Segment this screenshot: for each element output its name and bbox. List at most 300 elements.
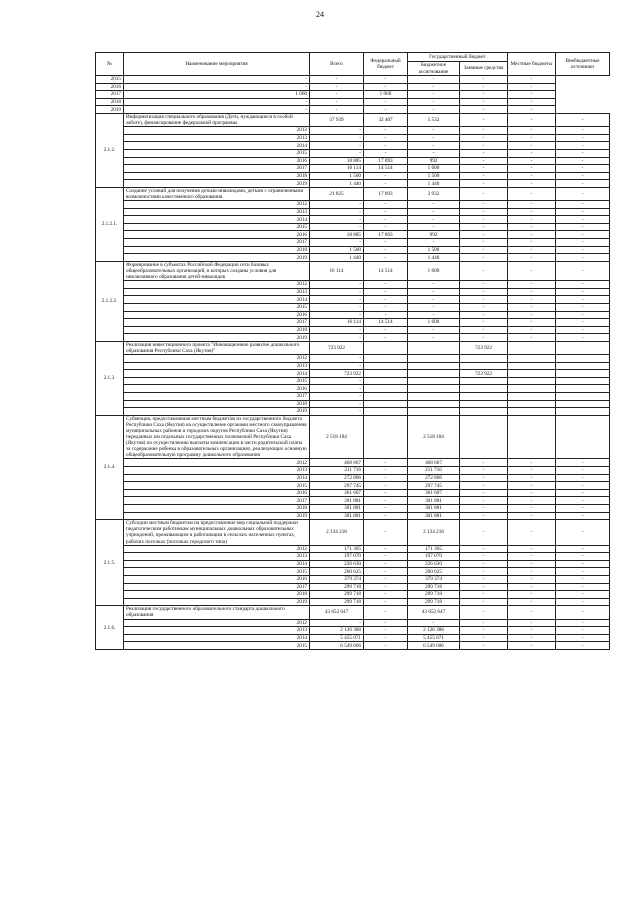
year-row <box>96 575 610 583</box>
cell-federal: - <box>364 606 408 619</box>
cell-state-allocation: - <box>408 334 460 342</box>
activity-number: 2.1.4. <box>96 415 124 519</box>
cell-local: - <box>508 489 556 497</box>
cell-state-borrowed <box>460 400 508 408</box>
cell-year: 2013 <box>124 553 310 561</box>
cell-state-allocation: - <box>408 311 460 319</box>
cell-federal <box>364 400 408 408</box>
cell-total: 211 716 <box>310 467 364 475</box>
cell-state-borrowed: - <box>408 83 460 91</box>
cell-year: 2012 <box>124 545 310 553</box>
cell-offbudget: - <box>556 127 610 135</box>
cell-local: - <box>508 497 556 505</box>
cell-local: - <box>508 583 556 591</box>
cell-federal: 14 514 <box>364 319 408 327</box>
cell-state-allocation: 992 <box>408 157 460 165</box>
cell-state-allocation: - <box>408 142 460 150</box>
cell-year: 2019 <box>124 512 310 520</box>
cell-state-allocation: 1 600 <box>408 319 460 327</box>
cell-federal: - <box>364 459 408 467</box>
cell-federal: - <box>364 149 408 157</box>
cell-total: 468 667 <box>310 459 364 467</box>
cell-federal: - <box>364 288 408 296</box>
cell-state-borrowed: - <box>460 482 508 490</box>
cell-offbudget: - <box>556 216 610 224</box>
cell-state-allocation: 2 518 184 <box>408 415 460 459</box>
cell-offbudget: - <box>556 606 610 619</box>
cell-offbudget: - <box>556 296 610 304</box>
activity-row <box>96 341 610 354</box>
cell-federal: - <box>364 127 408 135</box>
cell-year: 2013 <box>124 288 310 296</box>
cell-local: - <box>508 208 556 216</box>
cell-state-borrowed: - <box>460 311 508 319</box>
cell-federal: - <box>310 83 364 91</box>
cell-total: 21 825 <box>310 187 364 200</box>
cell-local: - <box>508 134 556 142</box>
year-row <box>96 634 610 642</box>
cell-federal: - <box>364 627 408 635</box>
cell-state-allocation <box>408 393 460 401</box>
cell-state-borrowed: - <box>460 303 508 311</box>
cell-offbudget: - <box>556 482 610 490</box>
activity-number: 2.1.2.1. <box>96 187 124 261</box>
cell-federal: - <box>364 583 408 591</box>
cell-state-allocation <box>408 377 460 385</box>
cell-offbudget: - <box>556 489 610 497</box>
activity-description: Реализация инвестиционного проекта "Инновационное развитие дошкольного образования Республики Саха (Якутия)" <box>124 341 310 354</box>
cell-local: - <box>508 326 556 334</box>
header-offbudget-sources: Внебюджетные источники <box>556 53 610 76</box>
year-row <box>96 583 610 591</box>
cell-state-borrowed: - <box>460 216 508 224</box>
cell-local: - <box>508 467 556 475</box>
cell-total: 361 607 <box>310 489 364 497</box>
year-row <box>96 560 610 568</box>
cell-state-borrowed <box>460 362 508 370</box>
cell-federal <box>364 415 408 459</box>
cell-state-borrowed: - <box>460 334 508 342</box>
cell-local: - <box>508 239 556 247</box>
cell-total: - <box>310 400 364 408</box>
cell-state-allocation: 2 134 218 <box>408 520 460 545</box>
year-row <box>96 489 610 497</box>
cell-local: - <box>508 261 556 280</box>
cell-offbudget: - <box>556 497 610 505</box>
cell-total: - <box>310 134 364 142</box>
cell-state-allocation: 5 455 071 <box>408 634 460 642</box>
cell-state-allocation: - <box>364 83 408 91</box>
cell-local: - <box>508 598 556 606</box>
cell-year: 2019 <box>124 180 310 188</box>
cell-total: 16 114 <box>310 165 364 173</box>
cell-federal <box>364 408 408 416</box>
year-row <box>96 553 610 561</box>
year-row <box>96 180 610 188</box>
cell-offbudget: - <box>556 281 610 289</box>
cell-state-borrowed: - <box>460 239 508 247</box>
cell-state-allocation: - <box>408 296 460 304</box>
cell-year: 2014 <box>124 474 310 482</box>
cell-federal: - <box>364 467 408 475</box>
cell-offbudget: - <box>556 505 610 513</box>
year-row <box>96 370 610 378</box>
cell-local: - <box>460 106 508 114</box>
year-row <box>96 142 610 150</box>
cell-state-borrowed: - <box>460 223 508 231</box>
cell-federal: - <box>310 76 364 84</box>
year-row <box>96 598 610 606</box>
cell-federal: - <box>364 223 408 231</box>
cell-state-borrowed: - <box>460 560 508 568</box>
cell-state-allocation: - <box>408 201 460 209</box>
cell-local <box>508 408 556 416</box>
cell-total: 1 440 <box>310 254 364 262</box>
cell-federal: - <box>364 303 408 311</box>
year-row <box>96 296 610 304</box>
year-row <box>96 545 610 553</box>
cell-local: - <box>508 142 556 150</box>
cell-total: - <box>310 362 364 370</box>
year-row <box>96 627 610 635</box>
cell-state-allocation: 43 652 647 <box>408 606 460 619</box>
cell-state-borrowed: - <box>460 187 508 200</box>
cell-state-borrowed <box>460 415 508 459</box>
cell-state-allocation: 211 716 <box>408 467 460 475</box>
cell-state-allocation: 171 365 <box>408 545 460 553</box>
activity-row <box>96 261 610 280</box>
cell-state-borrowed: - <box>460 553 508 561</box>
cell-total: - <box>310 288 364 296</box>
cell-total: - <box>124 98 310 106</box>
cell-offbudget: - <box>556 134 610 142</box>
cell-total: 272 806 <box>310 474 364 482</box>
cell-total: - <box>310 201 364 209</box>
cell-local: - <box>508 512 556 520</box>
cell-offbudget: - <box>556 642 610 650</box>
cell-state-allocation: - <box>364 98 408 106</box>
cell-local: - <box>460 76 508 84</box>
cell-federal: - <box>364 598 408 606</box>
cell-offbudget: - <box>556 560 610 568</box>
cell-federal: - <box>364 560 408 568</box>
cell-local <box>508 362 556 370</box>
year-row <box>96 568 610 576</box>
cell-federal: 17 893 <box>364 157 408 165</box>
cell-offbudget: - <box>508 76 556 84</box>
year-row <box>96 231 610 239</box>
cell-state-allocation <box>408 370 460 378</box>
cell-federal: - <box>364 482 408 490</box>
cell-state-borrowed: - <box>460 459 508 467</box>
year-row <box>96 172 610 180</box>
cell-state-borrowed: - <box>460 627 508 635</box>
cell-state-allocation <box>408 400 460 408</box>
cell-local: - <box>508 216 556 224</box>
activity-description: Реализация государственного образовательного стандарта дошкольного образования <box>124 606 310 619</box>
cell-year: 2014 <box>124 216 310 224</box>
cell-total: 16 114 <box>310 261 364 280</box>
cell-state-allocation: 1 060 <box>364 91 408 99</box>
cell-year: 2019 <box>124 334 310 342</box>
year-row <box>96 619 610 627</box>
cell-state-allocation: - <box>408 208 460 216</box>
cell-state-allocation: 301 881 <box>408 512 460 520</box>
cell-state-borrowed: - <box>460 127 508 135</box>
cell-total: 197 070 <box>310 553 364 561</box>
cell-state-borrowed: - <box>460 505 508 513</box>
cell-total: 2 126 388 <box>310 627 364 635</box>
cell-state-borrowed: - <box>460 180 508 188</box>
header-total: Всего <box>310 53 364 76</box>
cell-federal: - <box>364 142 408 150</box>
activity-row <box>96 520 610 545</box>
cell-year: 2019 <box>124 408 310 416</box>
cell-year: 2016 <box>124 157 310 165</box>
cell-year: 2012 <box>124 281 310 289</box>
cell-local: - <box>508 505 556 513</box>
cell-offbudget: - <box>508 106 556 114</box>
cell-year: 2017 <box>124 497 310 505</box>
year-row <box>96 334 610 342</box>
cell-year: 2019 <box>124 598 310 606</box>
cell-state-allocation: 2 126 388 <box>408 627 460 635</box>
cell-local: - <box>508 172 556 180</box>
cell-total: - <box>310 355 364 363</box>
cell-state-borrowed: - <box>460 606 508 619</box>
cell-offbudget: - <box>556 334 610 342</box>
cell-state-allocation: - <box>408 223 460 231</box>
cell-federal: - <box>364 489 408 497</box>
cell-offbudget: - <box>556 113 610 126</box>
cell-year: 2016 <box>124 489 310 497</box>
cell-federal: - <box>364 296 408 304</box>
cell-offbudget <box>556 408 610 416</box>
header-state-allocation: Бюджетное ассигнование <box>408 62 460 76</box>
cell-total: - <box>310 216 364 224</box>
header-local-budgets: Местные бюджеты <box>508 53 556 76</box>
cell-state-borrowed: - <box>408 106 460 114</box>
header-state-budget: Государственный бюджет <box>408 53 508 62</box>
cell-federal: 32 407 <box>364 113 408 126</box>
cell-local: - <box>460 83 508 91</box>
cell-offbudget: - <box>556 591 610 599</box>
cell-state-allocation: 1 500 <box>408 246 460 254</box>
cell-state-allocation: 379 374 <box>408 575 460 583</box>
cell-local: - <box>508 311 556 319</box>
cell-local: - <box>508 606 556 619</box>
cell-federal: 17 893 <box>364 231 408 239</box>
cell-year: 2016 <box>124 311 310 319</box>
cell-offbudget: - <box>556 303 610 311</box>
cell-federal: 14 514 <box>364 165 408 173</box>
cell-state-allocation: 299 718 <box>408 598 460 606</box>
year-row <box>96 642 610 650</box>
activity-row <box>96 187 610 200</box>
cell-offbudget: - <box>556 172 610 180</box>
table-body <box>96 76 610 650</box>
year-row <box>96 385 610 393</box>
cell-federal <box>364 377 408 385</box>
cell-total: - <box>310 334 364 342</box>
cell-local: - <box>460 98 508 106</box>
cell-state-allocation: 297 745 <box>408 482 460 490</box>
cell-federal: - <box>364 634 408 642</box>
page-number: 24 <box>316 10 324 19</box>
cell-state-allocation: 301 881 <box>408 497 460 505</box>
cell-year: 2015 <box>124 149 310 157</box>
cell-total: 5 455 071 <box>310 634 364 642</box>
cell-state-borrowed: - <box>460 254 508 262</box>
header-activity-name: Наименование мероприятия <box>124 53 310 76</box>
cell-federal: - <box>364 474 408 482</box>
year-row <box>96 408 610 416</box>
cell-year: 2012 <box>124 619 310 627</box>
cell-offbudget: - <box>556 459 610 467</box>
cell-local: - <box>508 474 556 482</box>
cell-state-borrowed: 723 922 <box>460 341 508 354</box>
cell-total: - <box>310 408 364 416</box>
cell-local: - <box>508 281 556 289</box>
cell-total: - <box>310 311 364 319</box>
cell-state-allocation: - <box>408 127 460 135</box>
cell-offbudget: - <box>556 568 610 576</box>
cell-offbudget <box>556 377 610 385</box>
year-row <box>96 149 610 157</box>
cell-total: 379 374 <box>310 575 364 583</box>
cell-federal <box>364 385 408 393</box>
cell-total: - <box>310 149 364 157</box>
year-row <box>96 303 610 311</box>
cell-year: 2015 <box>124 482 310 490</box>
cell-state-allocation: 272 806 <box>408 474 460 482</box>
cell-federal: - <box>364 545 408 553</box>
cell-local: - <box>508 319 556 327</box>
cell-year: 2013 <box>124 467 310 475</box>
cell-local: - <box>508 627 556 635</box>
year-row <box>96 216 610 224</box>
cell-offbudget: - <box>556 326 610 334</box>
cell-federal: - <box>364 216 408 224</box>
cell-year: 2016 <box>96 83 124 91</box>
cell-offbudget <box>556 385 610 393</box>
cell-state-borrowed: - <box>460 545 508 553</box>
activity-number: 2.1.6. <box>96 606 124 650</box>
cell-year: 2018 <box>124 246 310 254</box>
cell-state-allocation: 299 718 <box>408 583 460 591</box>
year-row <box>96 165 610 173</box>
cell-state-borrowed: - <box>460 497 508 505</box>
cell-year: 2019 <box>124 254 310 262</box>
year-row <box>96 591 610 599</box>
cell-year: 2017 <box>124 319 310 327</box>
year-row <box>96 393 610 401</box>
cell-state-borrowed: - <box>408 91 460 99</box>
cell-federal: 14 514 <box>364 261 408 280</box>
cell-offbudget: - <box>556 512 610 520</box>
cell-state-allocation: 992 <box>408 231 460 239</box>
cell-year: 2017 <box>124 393 310 401</box>
cell-federal: - <box>364 334 408 342</box>
cell-state-allocation: 1 500 <box>408 172 460 180</box>
cell-total: 18 885 <box>310 157 364 165</box>
cell-federal: - <box>364 201 408 209</box>
cell-total: - <box>310 377 364 385</box>
activity-description: Создание условий для получения детьми-инвалидами, детьми с ограниченными возможностями качественного образования <box>124 187 310 200</box>
cell-local: - <box>508 127 556 135</box>
cell-federal: - <box>364 619 408 627</box>
cell-year: 2012 <box>124 355 310 363</box>
cell-total: - <box>310 142 364 150</box>
cell-state-allocation: 260 625 <box>408 568 460 576</box>
cell-year: 2014 <box>124 296 310 304</box>
cell-federal: - <box>364 520 408 545</box>
cell-year: 2012 <box>124 459 310 467</box>
cell-total: - <box>310 326 364 334</box>
activity-number: 2.1.3. <box>96 341 124 415</box>
cell-year: 2017 <box>124 165 310 173</box>
cell-total: 1 060 <box>124 91 310 99</box>
cell-year: 2018 <box>124 591 310 599</box>
cell-total: 171 365 <box>310 545 364 553</box>
cell-offbudget: - <box>556 319 610 327</box>
header-state-borrowed: Заемные средства <box>460 62 508 76</box>
cell-year: 2013 <box>124 208 310 216</box>
cell-offbudget: - <box>556 246 610 254</box>
cell-offbudget: - <box>556 619 610 627</box>
cell-state-allocation: 361 607 <box>408 489 460 497</box>
activity-description: Формирование в субъектах Российской Федерации сети базовых общеобразовательных организаций, в которых созданы условия для инклюзивного образования детей-инвалидов <box>124 261 310 280</box>
cell-federal: - <box>364 575 408 583</box>
activity-row <box>96 113 610 126</box>
cell-federal: - <box>310 91 364 99</box>
cell-federal: - <box>364 505 408 513</box>
year-row <box>96 208 610 216</box>
cell-year: 2014 <box>124 560 310 568</box>
cell-local <box>508 355 556 363</box>
cell-year: 2014 <box>124 370 310 378</box>
cell-local: - <box>508 157 556 165</box>
cell-state-borrowed: 723 922 <box>460 370 508 378</box>
cell-total: 2 518 184 <box>310 415 364 459</box>
cell-local: - <box>508 149 556 157</box>
cell-state-allocation: - <box>364 106 408 114</box>
cell-state-borrowed: - <box>460 246 508 254</box>
cell-local: - <box>508 482 556 490</box>
year-row <box>96 106 610 114</box>
year-row <box>96 76 610 84</box>
year-row <box>96 377 610 385</box>
cell-state-borrowed: - <box>460 172 508 180</box>
cell-total: - <box>310 281 364 289</box>
cell-local: - <box>508 459 556 467</box>
cell-state-borrowed <box>460 385 508 393</box>
cell-federal: - <box>364 246 408 254</box>
cell-state-borrowed <box>460 393 508 401</box>
cell-state-borrowed: - <box>460 281 508 289</box>
cell-year: 2015 <box>124 223 310 231</box>
cell-local: - <box>508 113 556 126</box>
cell-state-borrowed: - <box>460 583 508 591</box>
budget-table <box>95 52 610 650</box>
cell-total: - <box>124 76 310 84</box>
cell-state-allocation: 6 549 606 <box>408 642 460 650</box>
cell-total: 1 500 <box>310 172 364 180</box>
cell-year: 2017 <box>96 91 124 99</box>
cell-local <box>508 400 556 408</box>
cell-local <box>508 377 556 385</box>
cell-local: - <box>508 254 556 262</box>
